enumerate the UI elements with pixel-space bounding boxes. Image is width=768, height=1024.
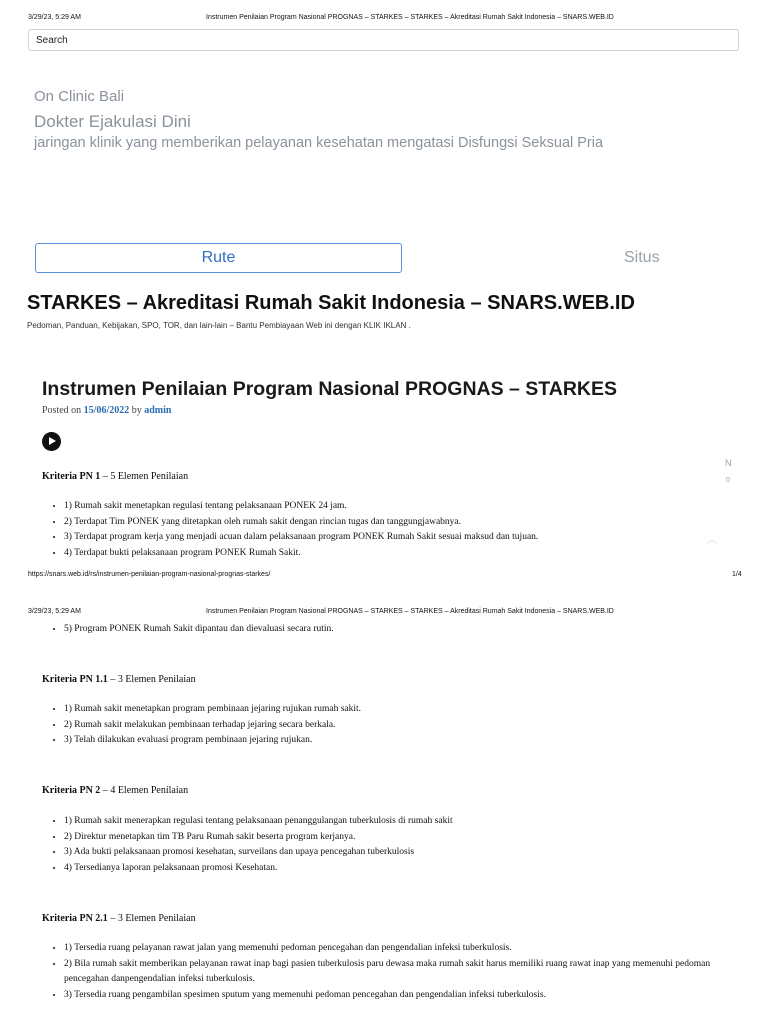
criteria-list (42, 941, 744, 1003)
rute-button[interactable]: Rute (35, 243, 402, 273)
post-title: Instrumen Penilaian Program Nasional PROGNAS – STARKES (42, 378, 618, 400)
page-number: 1/4 (732, 571, 742, 578)
criteria-count: – 4 Elemen Penilaian (100, 785, 189, 796)
post-date-link[interactable]: 15/06/2022 (83, 405, 130, 416)
posted-on-label: Posted on (42, 405, 82, 416)
search-input[interactable] (28, 29, 739, 51)
criteria-count: – 3 Elemen Penilaian (107, 674, 196, 685)
post-meta (42, 405, 171, 416)
print-date: 3/29/23, 5:29 AM (28, 608, 81, 615)
site-subtitle: Dokter Ejakulasi Dini (34, 112, 191, 131)
list-item: • 1) Tersedia ruang pelayanan rawat jalan yang memenuhi pedoman pencegahan dan pengendalian infeksi tuberkulosis. (64, 941, 744, 957)
situs-button[interactable]: Situs (624, 249, 660, 266)
search-label: Search (36, 35, 68, 46)
play-icon[interactable] (42, 432, 61, 451)
list-item: • 5) Program PONEK Rumah Sakit dipantau dan dievaluasi secara rutin. (64, 622, 334, 638)
list-item: • 4) Tersedianya laporan pelaksanaan promosi Kesehatan. (64, 861, 453, 877)
side-widget-letter: N (725, 458, 732, 468)
criteria-label: Kriteria PN 2.1 (42, 913, 108, 924)
chevron-up-icon[interactable]: ︿ (707, 535, 717, 546)
criteria-heading (42, 471, 188, 482)
list-item: • 2) Direktur menetapkan tim TB Paru Rumah sakit beserta program kerjanya. (64, 830, 453, 846)
criteria-label: Kriteria PN 2 (42, 785, 101, 796)
criteria-count: – 3 Elemen Penilaian (107, 913, 196, 924)
criteria-count: – 5 Elemen Penilaian (100, 471, 189, 482)
criteria-heading (42, 785, 188, 796)
site-tagline: Pedoman, Panduan, Kebijakan, SPO, TOR, dan lain-lain – Bantu Pembiayaan Web ini dengan KLIK IKLAN . (27, 321, 411, 330)
list-item: • 3) Terdapat program kerja yang menjadi acuan dalam pelaksanaan program PONEK Rumah Sakit sesuai maksud dan tujuan. (64, 530, 538, 546)
site-name[interactable]: On Clinic Bali (34, 88, 125, 105)
criteria-heading (42, 674, 196, 685)
criteria-list (42, 499, 538, 561)
list-item: • 1) Rumah sakit menerapkan regulasi tentang pelaksanaan penanggulangan tuberkulosis di rumah sakit (64, 814, 453, 830)
list-item: • 4) Terdapat bukti pelaksanaan program PONEK Rumah Sakit. (64, 546, 538, 562)
criteria-list (42, 702, 361, 749)
criteria-list (42, 814, 453, 876)
site-description: jaringan klinik yang memberikan pelayanan kesehatan mengatasi Disfungsi Seksual Pria (34, 135, 604, 151)
criteria-heading (42, 913, 196, 924)
print-date: 3/29/23, 5:29 AM (28, 14, 81, 21)
list-item: • 2) Terdapat Tim PONEK yang ditetapkan oleh rumah sakit dengan rincian tugas dan tanggungjawabnya. (64, 515, 538, 531)
list-item: • 3) Telah dilakukan evaluasi program pembinaan jejaring rujukan. (64, 733, 361, 749)
criteria-label: Kriteria PN 1.1 (42, 674, 108, 685)
list-item: • 3) Ada bukti pelaksanaan promosi kesehatan, surveilans dan upaya pencegahan tuberkulosis (64, 845, 453, 861)
print-title: Instrumen Penilaian Program Nasional PROGNAS – STARKES – STARKES – Akreditasi Rumah Sakit Indonesia – SNARS.WEB.ID (206, 14, 614, 21)
author-link[interactable]: admin (144, 405, 172, 416)
list-item: • 2) Rumah sakit melakukan pembinaan terhadap jejaring secara berkala. (64, 718, 361, 734)
list-item: • 2) Bila rumah sakit memberikan pelayanan rawat inap bagi pasien tuberkulosis paru dewasa maka rumah sakit harus memiliki ruang rawat inap yang memenuhi pedoman pencegahan danpengendalian infeksi tuberkulosis. (64, 957, 744, 988)
list-item: • 1) Rumah sakit menetapkan program pembinaan jejaring rujukan rumah sakit. (64, 702, 361, 718)
side-widget-count: 0 (726, 477, 730, 484)
list-item: • 1) Rumah sakit menetapkan regulasi tentang pelaksanaan PONEK 24 jam. (64, 499, 538, 515)
criteria-list (42, 622, 334, 638)
print-title: Instrumen Penilaian Program Nasional PROGNAS – STARKES – STARKES – Akreditasi Rumah Sakit Indonesia – SNARS.WEB.ID (206, 608, 614, 615)
print-url: https://snars.web.id/rs/instrumen-penilaian-program-nasional-prognas-starkes/ (28, 571, 271, 578)
list-item: • 3) Tersedia ruang pengambilan spesimen sputum yang memenuhi pedoman pencegahan dan pengendalian infeksi tuberkulosis. (64, 988, 744, 1004)
posted-by-label: by (131, 405, 142, 416)
site-title[interactable]: STARKES – Akreditasi Rumah Sakit Indonesia – SNARS.WEB.ID (27, 292, 635, 314)
criteria-label: Kriteria PN 1 (42, 471, 101, 482)
